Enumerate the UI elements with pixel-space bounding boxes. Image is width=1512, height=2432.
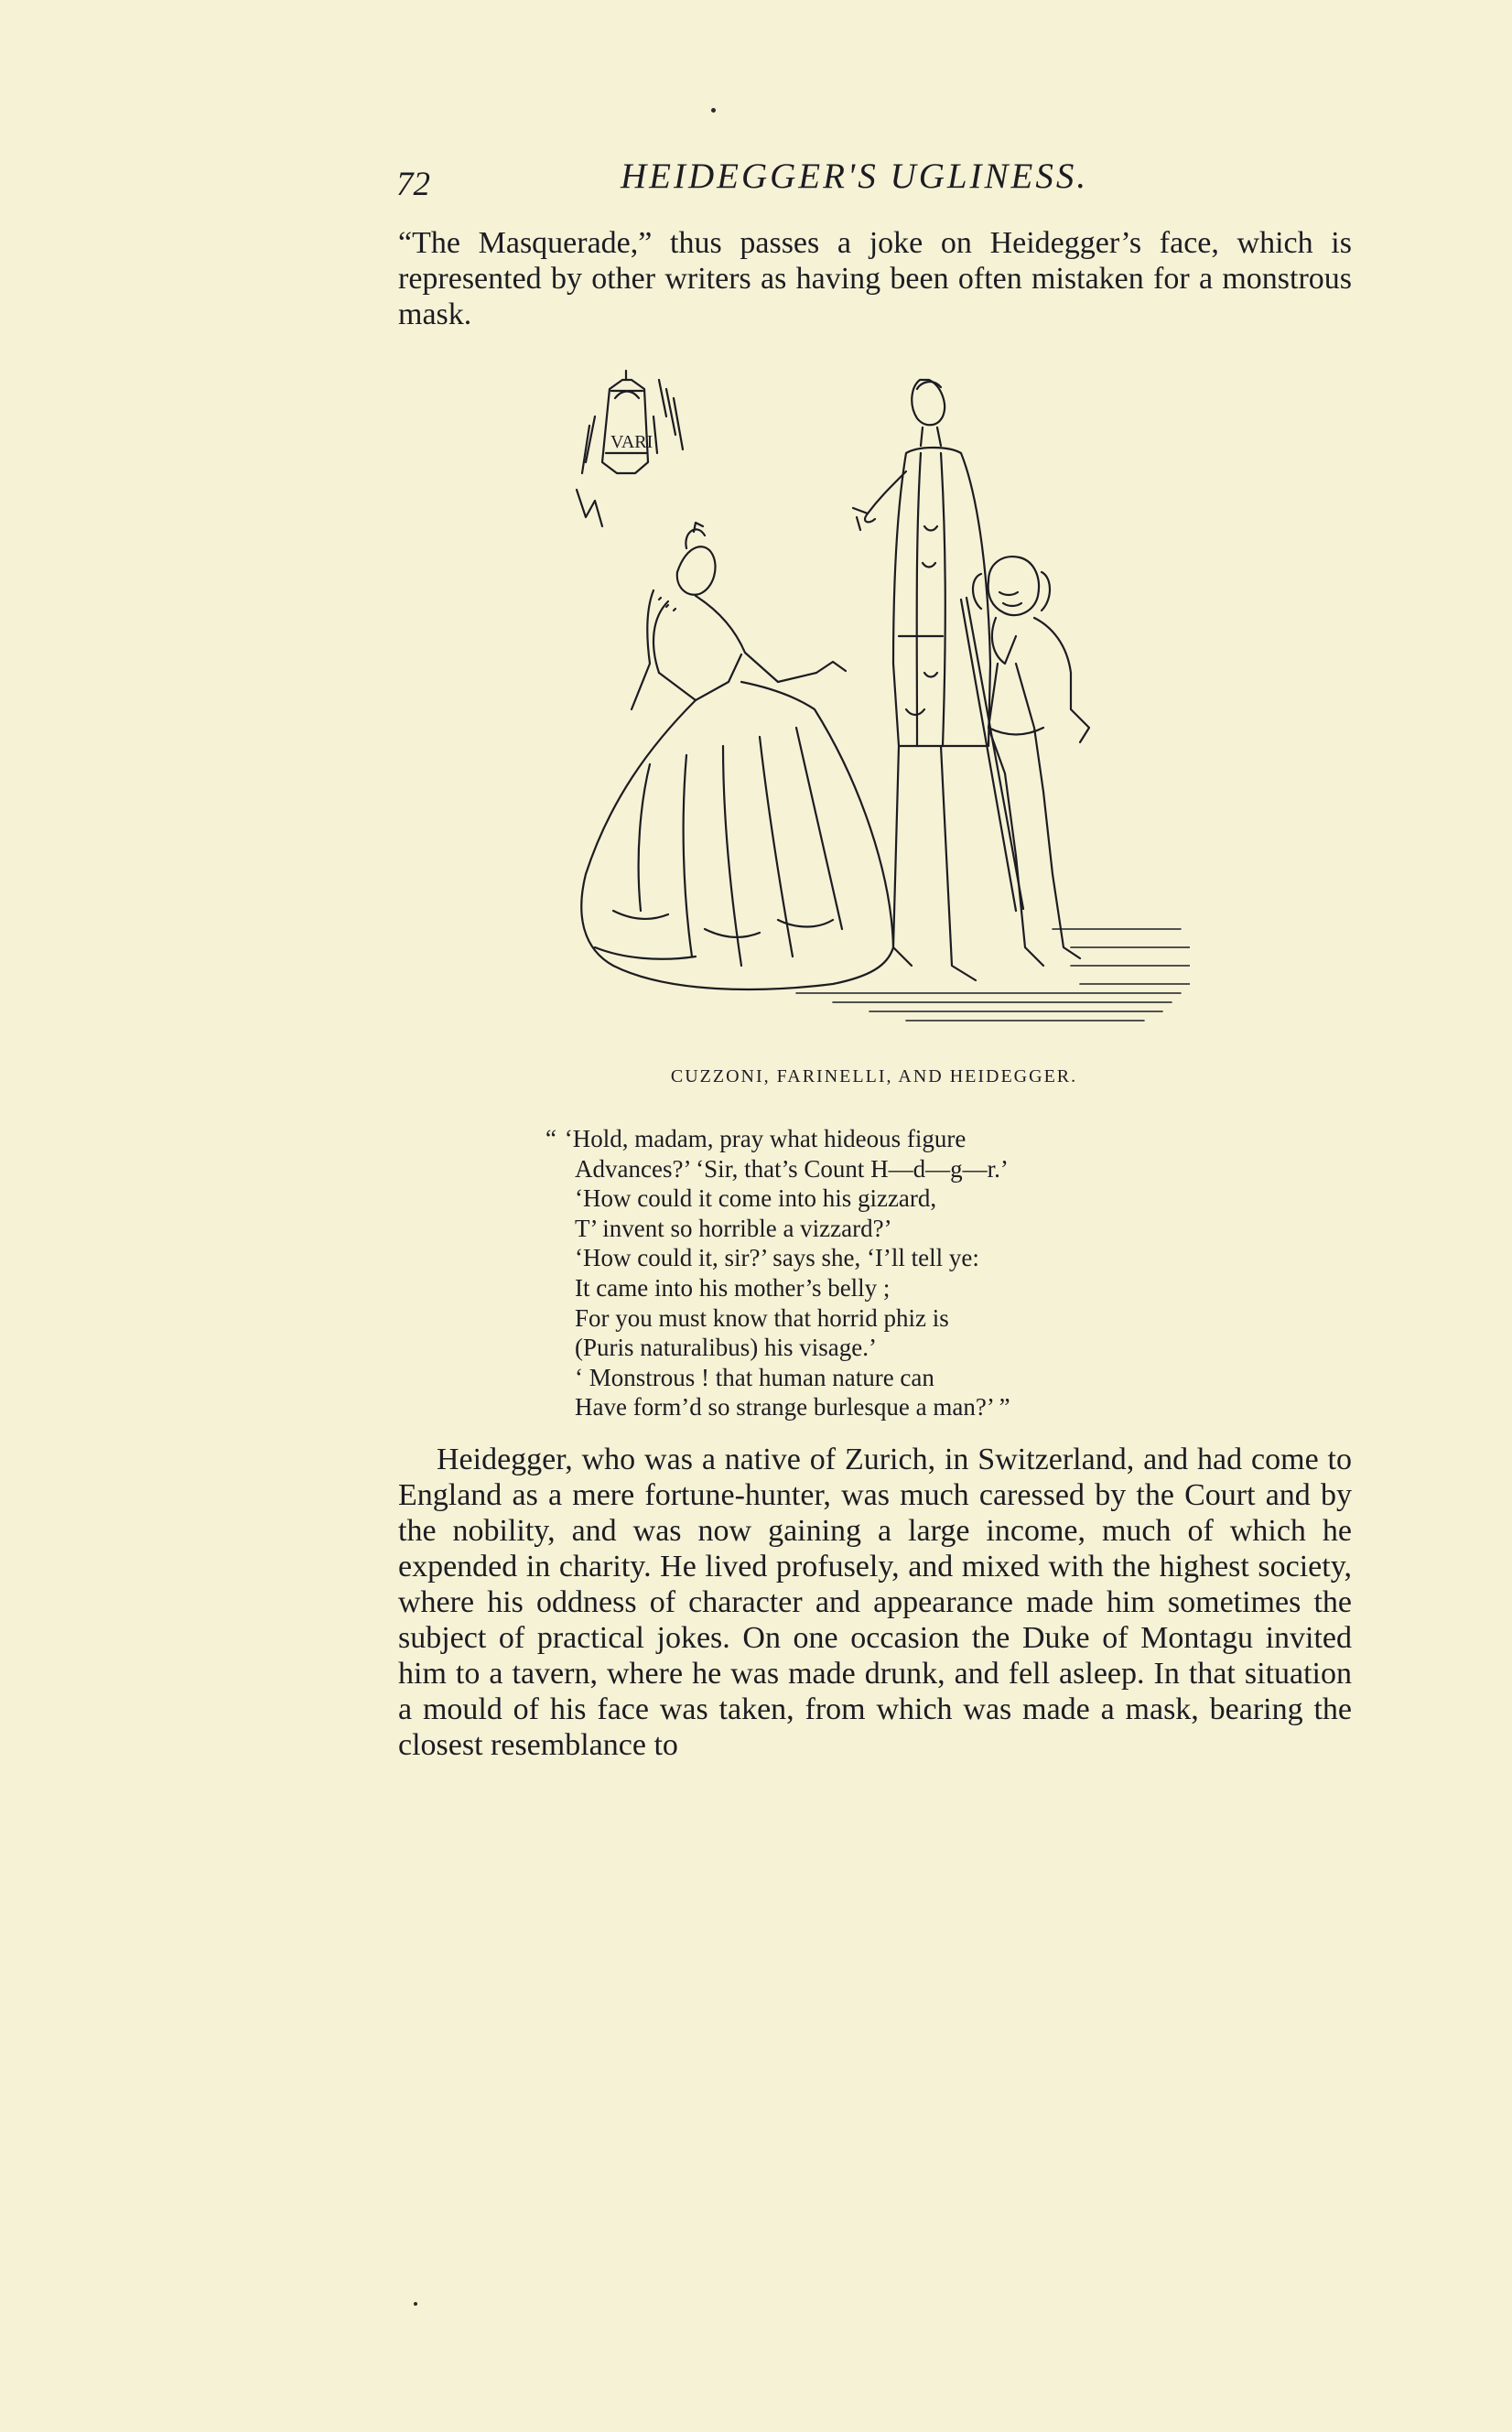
ground-hatching — [796, 929, 1190, 1021]
verse-line: ‘ Monstrous ! that human nature can — [575, 1363, 934, 1391]
illustration-caption: CUZZONI, FARINELLI, AND HEIDEGGER. — [670, 1066, 1078, 1086]
verse-line — [545, 1124, 1215, 1154]
verse-line: (Puris naturalibus) his visage.’ — [575, 1334, 877, 1362]
lantern-figure — [577, 371, 683, 526]
verse-line: Advances?’ ‘Sir, that’s Count H—d—g—r.’ — [575, 1154, 1009, 1183]
farinelli-figure — [853, 380, 1023, 980]
verse-line-text: ‘Hold, madam, pray what hideous figure — [564, 1125, 967, 1152]
illustration-engraving — [558, 362, 1190, 1048]
verse-quotation — [545, 1124, 1215, 1422]
page-number: 72 — [396, 166, 430, 203]
verse-line: ‘How could it come into his gizzard, — [575, 1184, 937, 1213]
verse-line: For you must know that horrid phiz is — [575, 1303, 949, 1332]
main-paragraph: Heidegger, who was a native of Zurich, in Switzerland, and had come to England as a mere fortune-hunter, was much caressed by the Court and by the nobility, and was now gaining a large income, much of which he expended in charity. He lived profusely, and mixed with the highest society, where his oddness of character and appearance made him sometimes the subject of practical jokes. On one occasion the Duke of Montagu invited him to a tavern, where he was made drunk, and fell asleep. In that situation a mould of his face was taken, from which was made a mask, bearing the closest resemblance to — [398, 1443, 1352, 1762]
verse-open-quote: “ — [545, 1125, 558, 1152]
verse-line: ‘How could it, sir?’ says she, ‘I’ll tell ye: — [575, 1244, 979, 1272]
print-speck — [414, 2302, 417, 2306]
cuzzoni-figure — [581, 523, 893, 989]
verse-line: T’ invent so horrible a vizzard?’ — [575, 1214, 892, 1242]
lantern-label: VARI — [610, 432, 653, 452]
verse-line: It came into his mother’s belly ; — [575, 1273, 891, 1302]
intro-paragraph: “The Masquerade,” thus passes a joke on Heidegger’s face, which is represented by other writers as having been often mistaken for a monstrous mask. — [398, 226, 1352, 331]
verse-line: Have form’d so strange burlesque a man?’ ” — [575, 1393, 1010, 1421]
running-head: HEIDEGGER'S UGLINESS. — [621, 157, 1089, 196]
print-speck — [711, 108, 716, 113]
engraving-svg — [558, 362, 1190, 1048]
